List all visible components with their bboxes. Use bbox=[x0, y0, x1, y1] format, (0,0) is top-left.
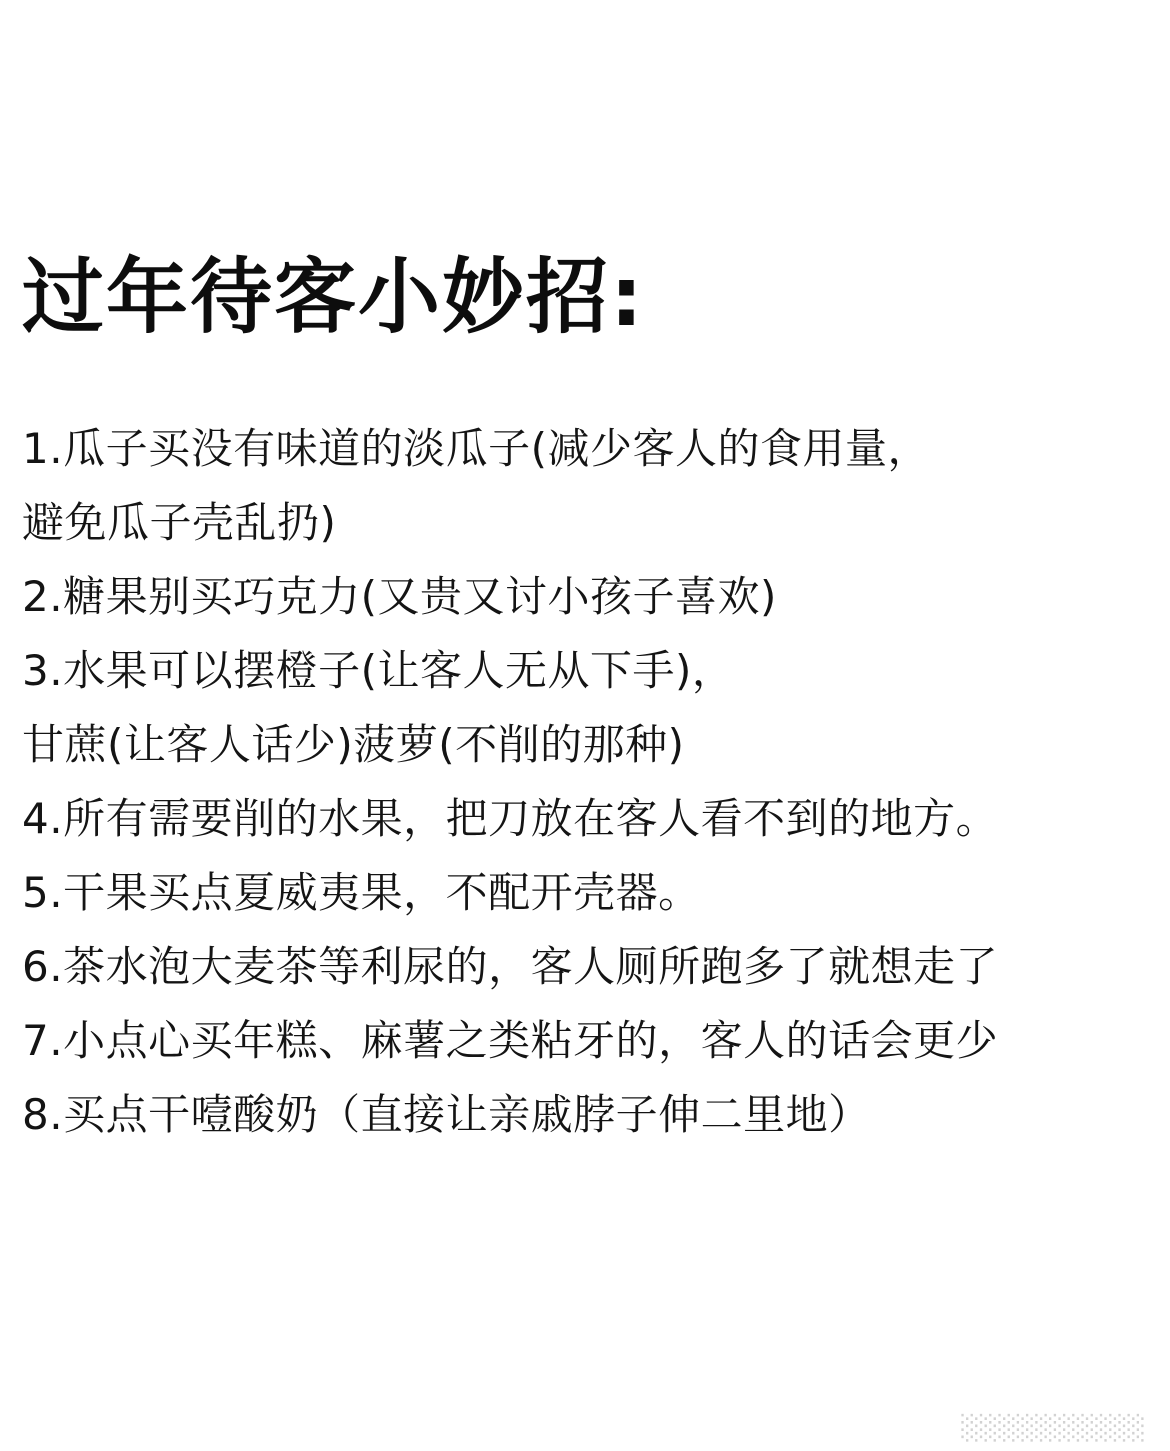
tip-line: 5.干果买点夏威夷果，不配开壳器。 bbox=[22, 868, 701, 917]
tip-line: 2.糖果别买巧克力(又贵又讨小孩子喜欢) bbox=[22, 572, 777, 621]
tips-list bbox=[22, 412, 1162, 1152]
tip-line: 甘蔗(让客人话少)菠萝(不削的那种) bbox=[22, 720, 685, 769]
watermark: ░░░░░░░░░░ bbox=[961, 1414, 1146, 1442]
page-title: 过年待客小妙招: bbox=[22, 250, 645, 345]
tip-line: 1.瓜子买没有味道的淡瓜子(减少客人的食用量， bbox=[22, 424, 930, 473]
tip-line: 7.小点心买年糕、麻薯之类粘牙的，客人的话会更少 bbox=[22, 1016, 999, 1065]
tip-line: 8.买点干噎酸奶（直接让亲戚脖子伸二里地） bbox=[22, 1090, 871, 1139]
tip-line: 6.茶水泡大麦茶等利尿的，客人厕所跑多了就想走了 bbox=[22, 942, 999, 991]
tip-line: 4.所有需要削的水果，把刀放在客人看不到的地方。 bbox=[22, 794, 999, 843]
tip-line: 避免瓜子壳乱扔) bbox=[22, 498, 337, 547]
tip-line: 3.水果可以摆橙子(让客人无从下手)， bbox=[22, 646, 735, 695]
